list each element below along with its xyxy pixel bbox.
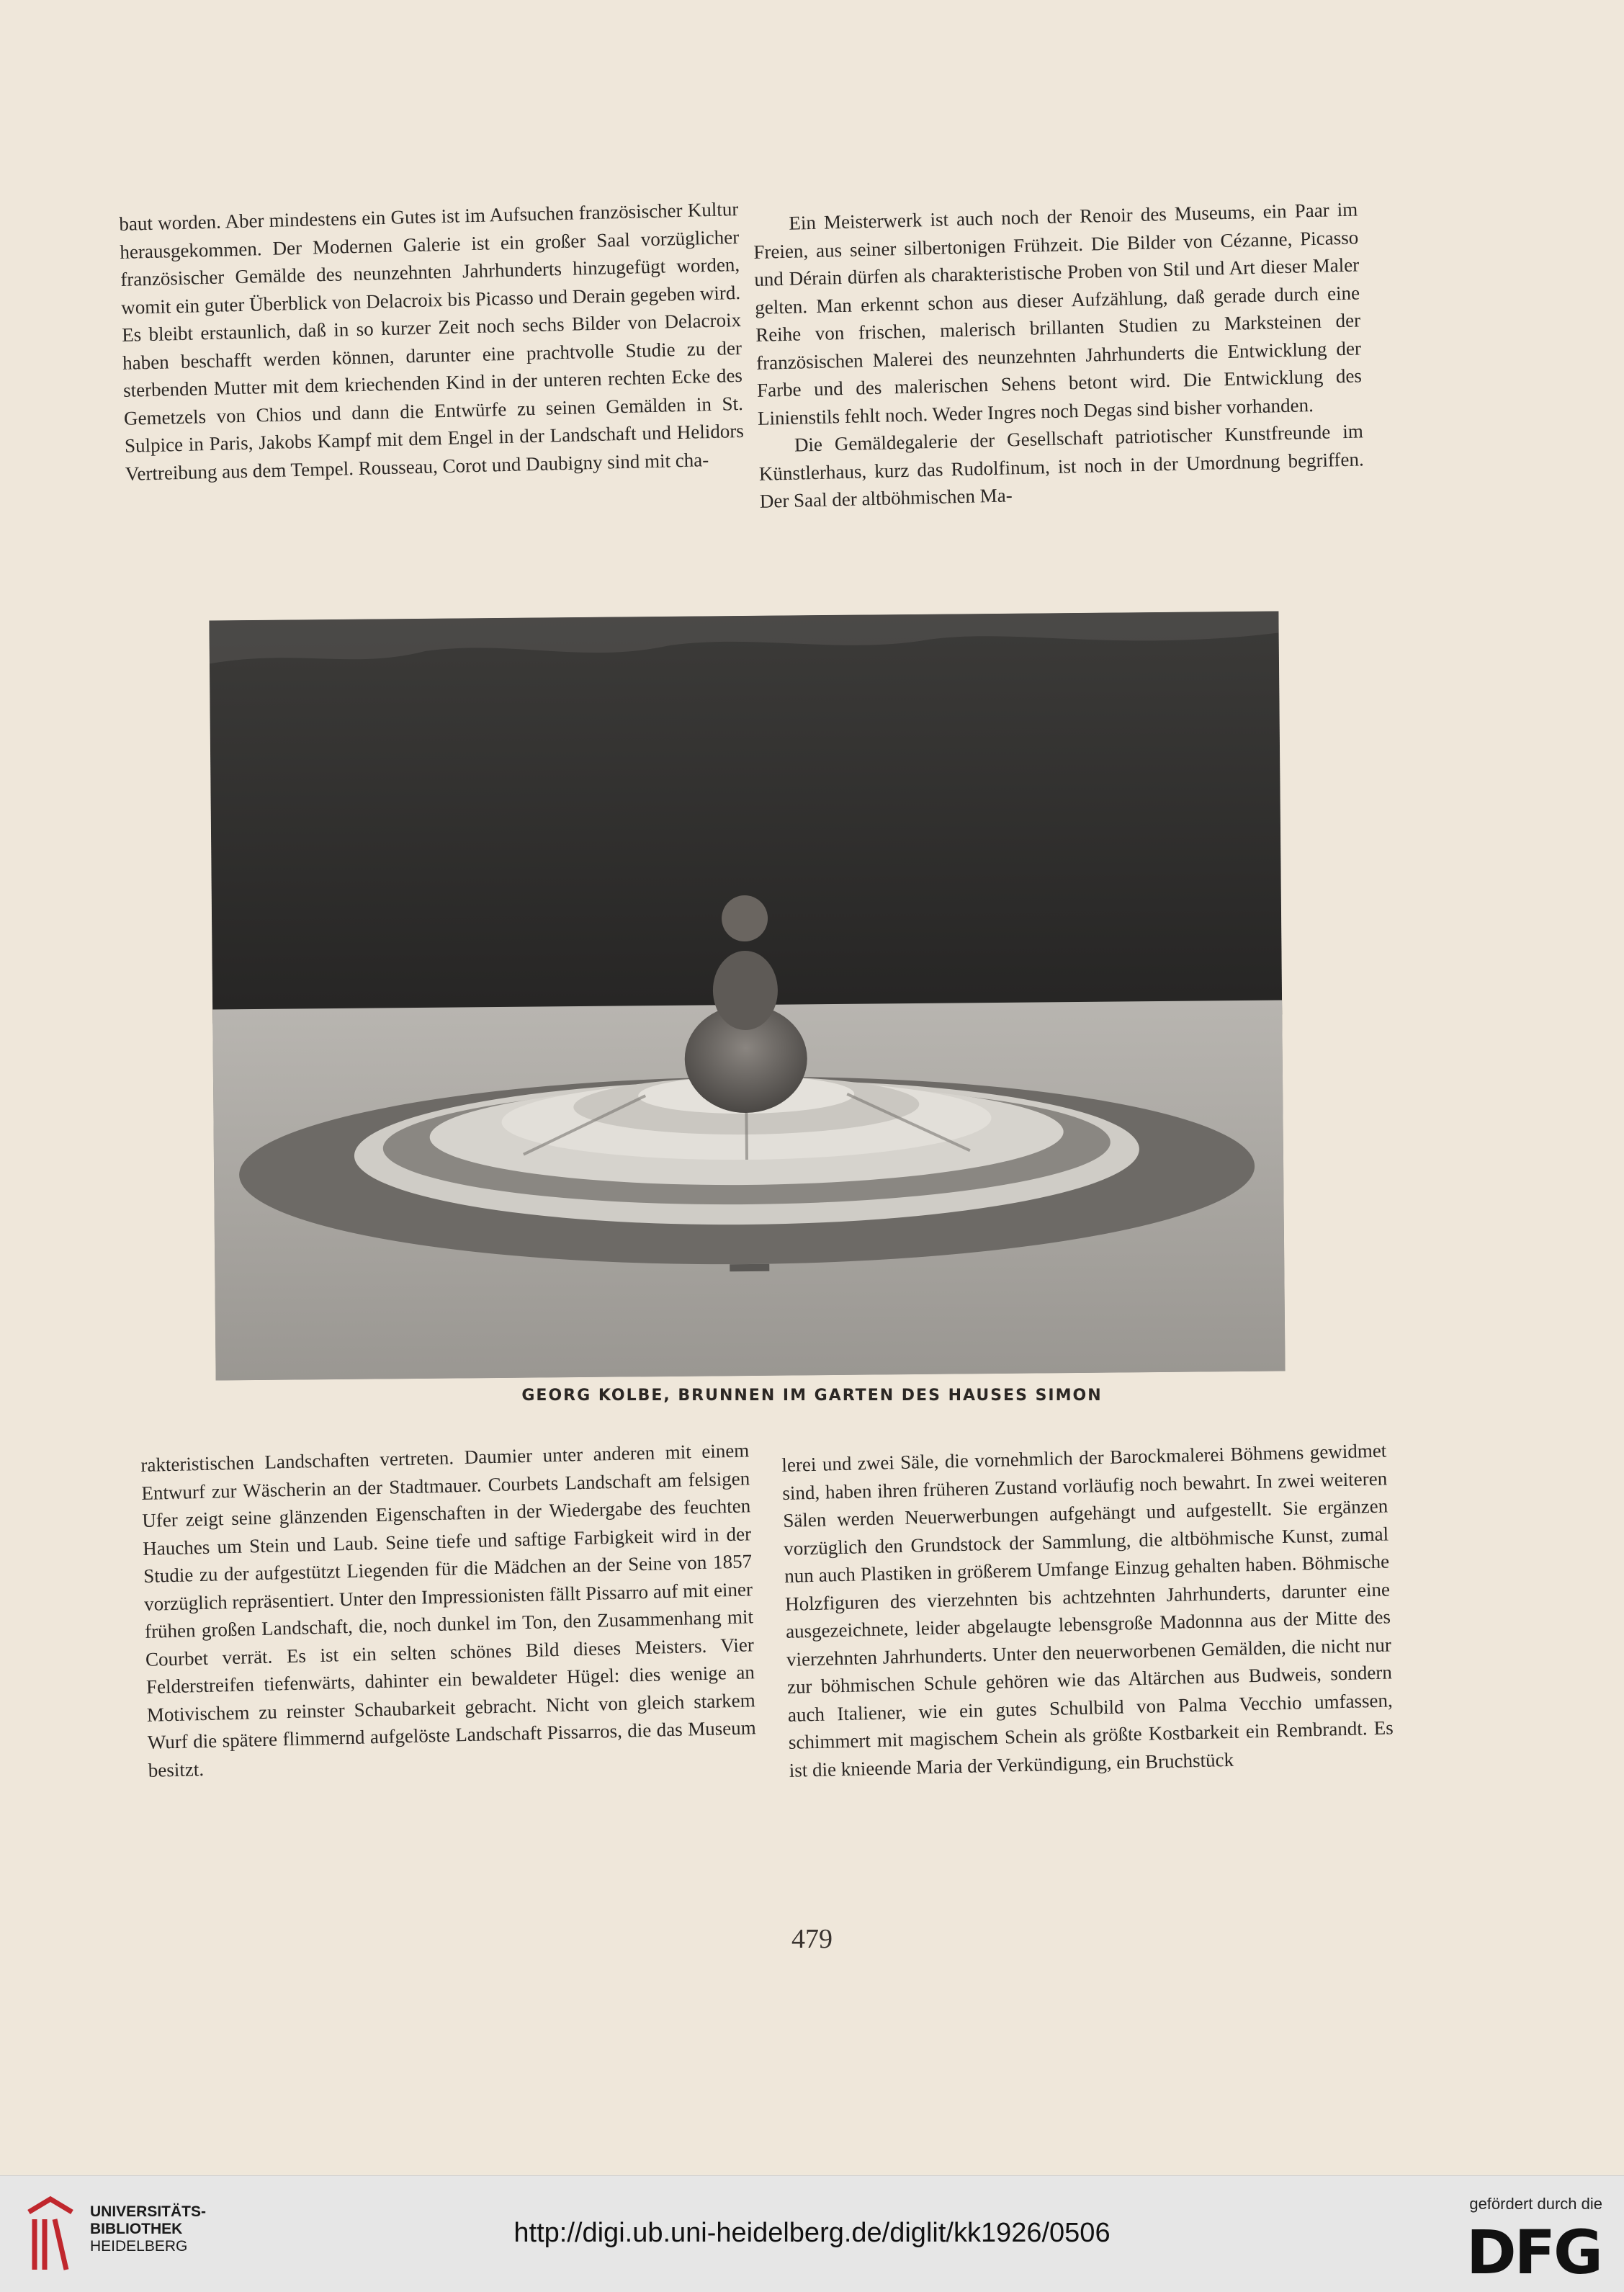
paragraph: baut worden. Aber mindestens ein Gutes ist im Aufsuchen französischer Kultur herausgekommen. Der Modernen Galerie ist ein großer Saal vorzüglicher französischer Gemälde des neunzehnten Jahrhunderts hinzugefügt worden, womit ein guter Überblick von Delacroix bis Picasso und Derain gegeben wird. Es bleibt erstaunlich, daß in so kurzer Zeit noch sechs Bilder von Delacroix haben beschafft werden können, darunter eine prachtvolle Studie zu der sterbenden Mutter mit dem kriechenden Kind in der unteren rechten Ecke des Gemetzels von Chios und dann die Entwürfe zu seinen Gemälden in St. Sulpice in Paris, Jakobs Kampf mit dem Engel in der Landschaft und Helidors Vertreibung aus dem Tempel. Rousseau, Corot und Daubigny sind mit cha- [119,197,745,485]
library-name-line: UNIVERSITÄTS- [90,2203,207,2220]
digitization-footer [0,2175,1624,2292]
text-column-bottom-right [781,1436,1394,1783]
text-column-top-right [753,195,1365,515]
fountain-photo-image [209,612,1285,1381]
paragraph: lerei und zwei Säle, die vornehmlich der Barockmalerei Böhmens gewidmet sind, haben ihren früheren Zustand vorläufig noch bewahrt. In zwei weiteren Sälen werden Neuerwerbungen aufgehängt und aufgestellt. Sie ergänzen vorzüglich den Grundstock der Sammlung, die altböhmische Kunst, zumal nun auch Plastiken in größerem Umfange Einzug gehalten haben. Böhmische Holzfiguren des vierzehnten bis achtzehnten Jahrhunderts, darunter eine ausgezeichnete, leider abgelaugte lebensgroße Madonnna aus der Mitte des vierzehnten Jahrhunderts. Unter den neuerworbenen Gemälden, die nicht nur zur böhmischen Schule gehören wie das Altärchen aus Budweis, sondern auch Italiener, wie ein gutes Schulbild von Palma Vecchio umfassen, schimmert mit magischem Schein als größte Kostbarkeit ein Rembrandt. Es ist die knieende Maria der Verkündigung, ein Bruchstück [781,1439,1394,1781]
figure-caption: GEORG KOLBE, BRUNNEN IM GARTEN DES HAUSES SIMON [521,1387,1103,1405]
paragraph: rakteristischen Landschaften vertreten. Daumier unter anderen mit einem Entwurf zur Wäscherin an der Stadtmauer. Courbets Landschaft am felsigen Ufer zeigt seine glänzenden Eigenschaften in der Wiedergabe des feuchten Hauches um Stein und Laub. Seine tiefe und saftige Farbigkeit wird in der Studie zu der aufgestützt Liegenden für die Mädchen an der Seine von 1857 vorzüglich repräsentiert. Unter den Impressionisten fällt Pissarro auf mit einer frühen großen Landschaft, die, noch dunkel im Ton, den Zusammenhang mit Courbet verrät. Es ist ein selten schönes Bild dieses Meisters. Vier Felderstreifen tiefenwärts, dahinter ein bewaldeter Hügel: dies wenige an Motivischem zu reinster Schaubarkeit gebracht. Nicht von gleich starkem Wurf die spätere flimmernd aufgelöste Landschaft Pissarros, die das Museum besitzt. [140,1439,756,1781]
paragraph: Die Gemäldegalerie der Gesellschaft patriotischer Kunstfreunde im Künstlerhaus, kurz das Rudolfinum, ist noch in der Umordnung begriffen. Der Saal der altböhmischen Ma- [758,420,1365,512]
text-column-bottom-left [140,1436,757,1784]
funded-by-label: gefördert durch die [1469,2195,1602,2213]
text-column-top-left [119,195,745,488]
fountain-photograph [209,612,1285,1381]
library-name-line: BIBLIOTHEK [90,2221,183,2237]
library-name-line: HEIDELBERG [90,2238,188,2255]
dfg-logo: DFG [1466,2217,1601,2288]
permalink-url[interactable]: http://digi.ub.uni-heidelberg.de/diglit/kk1926/0506 [513,2218,1111,2248]
page-number: 479 [791,1924,833,1954]
paragraph: Ein Meisterwerk ist auch noch der Renoir des Museums, ein Paar im Freien, aus seiner silbertonigen Frühzeit. Die Bilder von Cézanne, Picasso und Dérain dürfen als charakteristische Proben von Stil und Art dieser Maler gelten. Man erkennt schon aus dieser Aufzählung, daß gerade durch eine Reihe von frischen, malerisch brillanten Studien zu Marksteinen der französischen Malerei des neunzehnten Jahrhunderts die Entwicklung der Farbe und des malerischen Sehens betont wird. Die Entwicklung des Linienstils fehlt noch. Weder Ingres noch Degas sind bisher vorhanden. [753,198,1363,429]
